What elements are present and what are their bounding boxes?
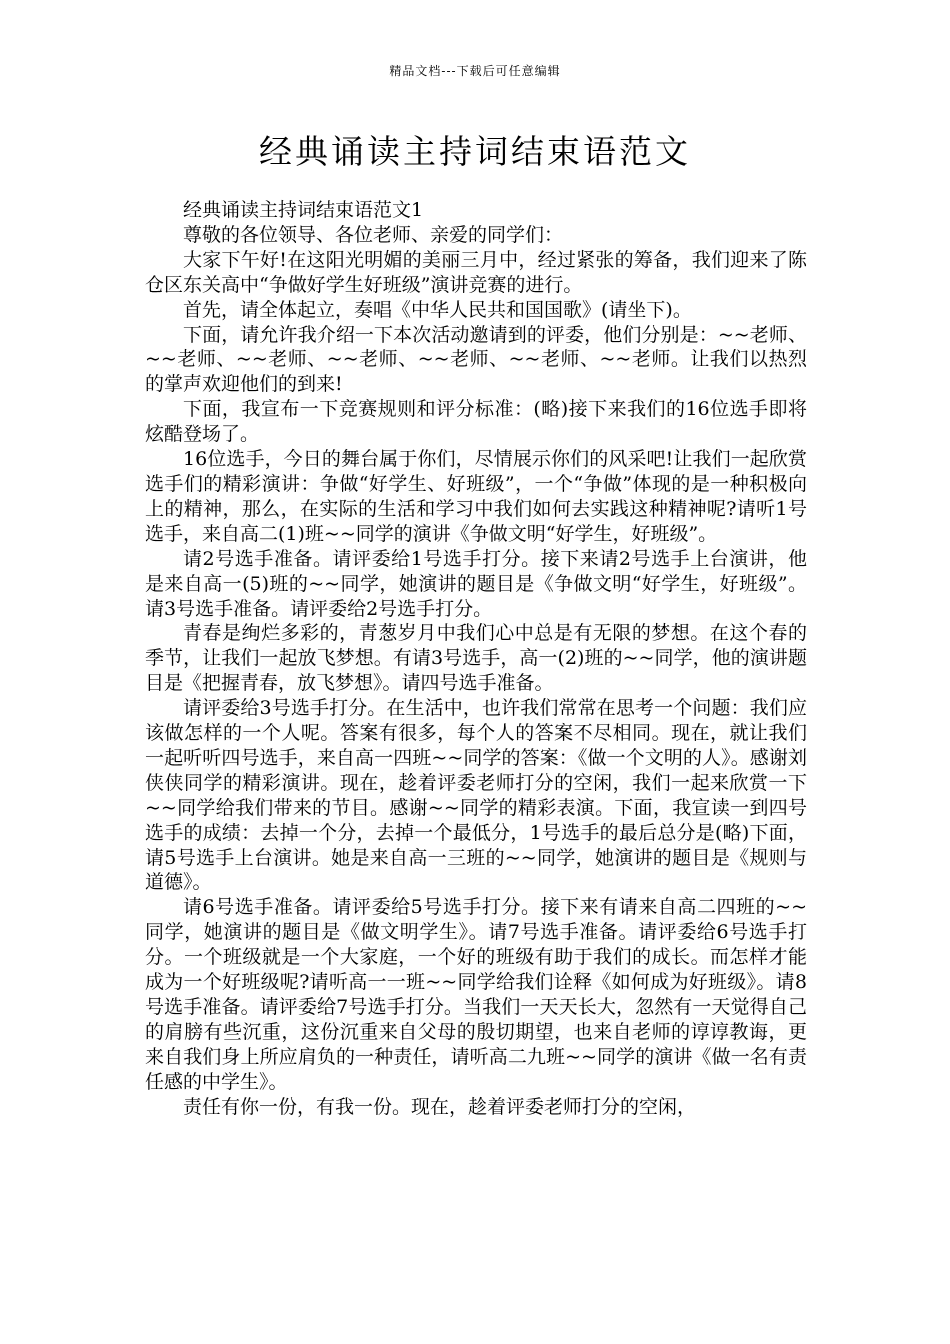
page-header-note: 精品文档---下载后可任意编辑 xyxy=(389,64,561,78)
paragraph: 下面，我宣布一下竞赛规则和评分标准：(略)接下来我们的16位选手即将炫酷登场了。 xyxy=(145,398,807,446)
paragraph: 责任有你一份，有我一份。现在，趁着评委老师打分的空闲， xyxy=(183,1095,697,1118)
paragraph: 16位选手，今日的舞台属于你们，尽情展示你们的风采吧!让我们一起欣赏选手们的精彩演讲：争做“好学生、好班级”，一个“争做”体现的是一种积极向上的精神，那么，在实际的生活和学习中我们如何去实践这种精神呢?请听1号选手，来自高二(1)班~~同学的演讲《争做文明“好学生，好班级”。 xyxy=(145,448,807,545)
document-title: 经典诵读主持词结束语范文 xyxy=(259,132,691,171)
paragraph-subtitle: 经典诵读主持词结束语范文1 xyxy=(183,199,424,221)
document-body xyxy=(145,198,807,1120)
paragraph: 大家下午好!在这阳光明媚的美丽三月中，经过紧张的筹备，我们迎来了陈仓区东关高中“争做好学生好班级”演讲竞赛的进行。 xyxy=(145,248,807,296)
paragraph: 请2号选手准备。请评委给1号选手打分。接下来请2号选手上台演讲，他是来自高一(5)班的~~同学，她演讲的题目是《争做文明“好学生，好班级”。请3号选手准备。请评委给2号选手打分。 xyxy=(145,547,807,620)
paragraph: 青春是绚烂多彩的，青葱岁月中我们心中总是有无限的梦想。在这个春的季节，让我们一起放飞梦想。有请3号选手，高一(2)班的~~同学，他的演讲题目是《把握青春，放飞梦想》。请四号选手准备。 xyxy=(145,622,807,695)
paragraph: 请6号选手准备。请评委给5号选手打分。接下来有请来自高二四班的~~同学，她演讲的题目是《做文明学生》。请7号选手准备。请评委给6号选手打分。一个班级就是一个大家庭，一个好的班级有助于我们的成长。而怎样才能成为一个好班级呢?请听高一一班~~同学给我们诠释《如何成为好班级》。请8号选手准备。请评委给7号选手打分。当我们一天天长大，忽然有一天觉得自己的肩膀有些沉重，这份沉重来自父母的殷切期望，也来自老师的谆谆教诲，更来自我们身上所应肩负的一种责任，请听高二九班~~同学的演讲《做一名有责任感的中学生》。 xyxy=(145,896,807,1093)
paragraph: 首先，请全体起立，奏唱《中华人民共和国国歌》(请坐下)。 xyxy=(183,298,692,321)
paragraph: 下面，请允许我介绍一下本次活动邀请到的评委，他们分别是：~~老师、~~老师、~~老师、~~老师、~~老师、~~老师、~~老师。让我们以热烈的掌声欢迎他们的到来! xyxy=(145,323,807,396)
paragraph: 请评委给3号选手打分。在生活中，也许我们常常在思考一个问题：我们应该做怎样的一个人呢。答案有很多，每个人的答案不尽相同。现在，就让我们一起听听四号选手，来自高一四班~~同学的答案：《做一个文明的人》。感谢刘侠侠同学的精彩演讲。现在，趁着评委老师打分的空闲，我们一起来欣赏一下~~同学给我们带来的节目。感谢~~同学的精彩表演。下面，我宣读一到四号选手的成绩：去掉一个分，去掉一个最低分，1号选手的最后总分是(略)下面，请5号选手上台演讲。她是来自高一三班的~~同学，她演讲的题目是《规则与道德》。 xyxy=(145,697,807,894)
paragraph-greeting: 尊敬的各位领导、各位老师、亲爱的同学们： xyxy=(183,223,564,246)
